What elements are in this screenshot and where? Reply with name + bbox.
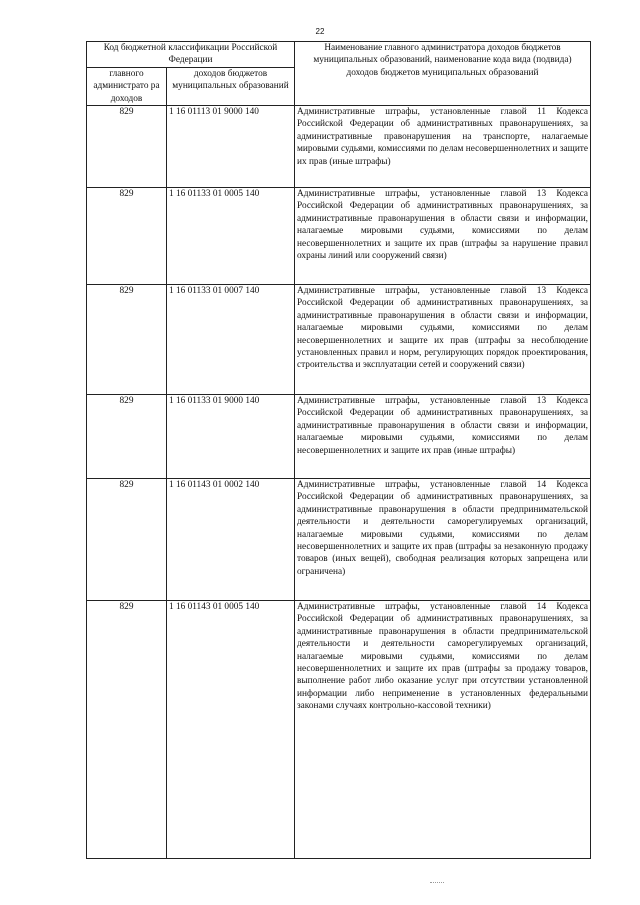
table-header-row [87,42,591,68]
header-municipal-revenues: доходов бюджетов муниципальных образований [167,67,295,105]
header-main-administrator: главного администрато ра доходов [87,67,167,105]
scan-mark [430,882,444,884]
description-cell: Административные штрафы, установленные главой 13 Кодекса Российской Федерации об административных правонарушениях, за административные правонарушения в области связи и информации, налагаемые мировыми судьями, комиссиями по делам несовершеннолетних и защите их прав (штрафы за нарушение правил охраны линий или сооружений связи) [295,188,591,285]
admin-code-cell: 829 [87,395,167,479]
revenue-code-cell: 1 16 01143 01 0002 140 [167,479,295,601]
description-cell: Административные штрафы, установленные главой 14 Кодекса Российской Федерации об административных правонарушениях, за административные правонарушения в области предпринимательской деятельности и деятельности саморегулируемых организаций, налагаемые мировыми судьями, комиссиями по делам несовершеннолетних и защите их прав (штрафы за продажу товаров, выполнение работ либо оказание услуг при отсутствии установленной информации либо неприменение в установленных федеральными законами случаях контрольно-кассовой техники) [295,601,591,859]
description-cell: Административные штрафы, установленные главой 13 Кодекса Российской Федерации об административных правонарушениях, за административные правонарушения в области связи и информации, налагаемые мировыми судьями, комиссиями по делам несовершеннолетних и защите их прав (иные штрафы) [295,395,591,479]
budget-classification-table [86,41,591,859]
header-description: Наименование главного администратора доходов бюджетов муниципальных образований, наименование кода вида (подвида) доходов бюджетов муниципальных образований [295,42,591,106]
admin-code-cell: 829 [87,188,167,285]
admin-code-cell: 829 [87,479,167,601]
revenue-code-cell: 1 16 01133 01 9000 140 [167,395,295,479]
revenue-code-cell: 1 16 01133 01 0005 140 [167,188,295,285]
description-cell: Административные штрафы, установленные главой 13 Кодекса Российской Федерации об административных правонарушениях, за административные правонарушения в области связи и информации, налагаемые мировыми судьями, комиссиями по делам несовершеннолетних и защите их прав (штрафы за несоблюдение установленных правил и норм, регулирующих порядок проектирования, строительства и эксплуатации сетей и сооружений связи) [295,285,591,395]
table-row [87,395,591,479]
revenue-code-cell: 1 16 01133 01 0007 140 [167,285,295,395]
table-row [87,106,591,188]
header-budget-classification-code: Код бюджетной классификации Российской Федерации [87,42,295,68]
table-row [87,479,591,601]
description-cell: Административные штрафы, установленные главой 14 Кодекса Российской Федерации об административных правонарушениях, за административные правонарушения в области предпринимательской деятельности и деятельности саморегулируемых организаций, налагаемые мировыми судьями, комиссиями по делам несовершеннолетних и защите их прав (штрафы за незаконную продажу товаров (иных вещей), свободная реализация которых запрещена или ограничена) [295,479,591,601]
table-row [87,285,591,395]
table-row [87,601,591,859]
revenue-code-cell: 1 16 01143 01 0005 140 [167,601,295,859]
admin-code-cell: 829 [87,106,167,188]
revenue-code-cell: 1 16 01113 01 9000 140 [167,106,295,188]
admin-code-cell: 829 [87,601,167,859]
table-row [87,188,591,285]
admin-code-cell: 829 [87,285,167,395]
description-cell: Административные штрафы, установленные главой 11 Кодекса Российской Федерации об административных правонарушениях, за административные правонарушения на транспорте, налагаемые мировыми судьями, комиссиями по делам несовершеннолетних и защите их прав (иные штрафы) [295,106,591,188]
page-number: 22 [315,27,325,36]
